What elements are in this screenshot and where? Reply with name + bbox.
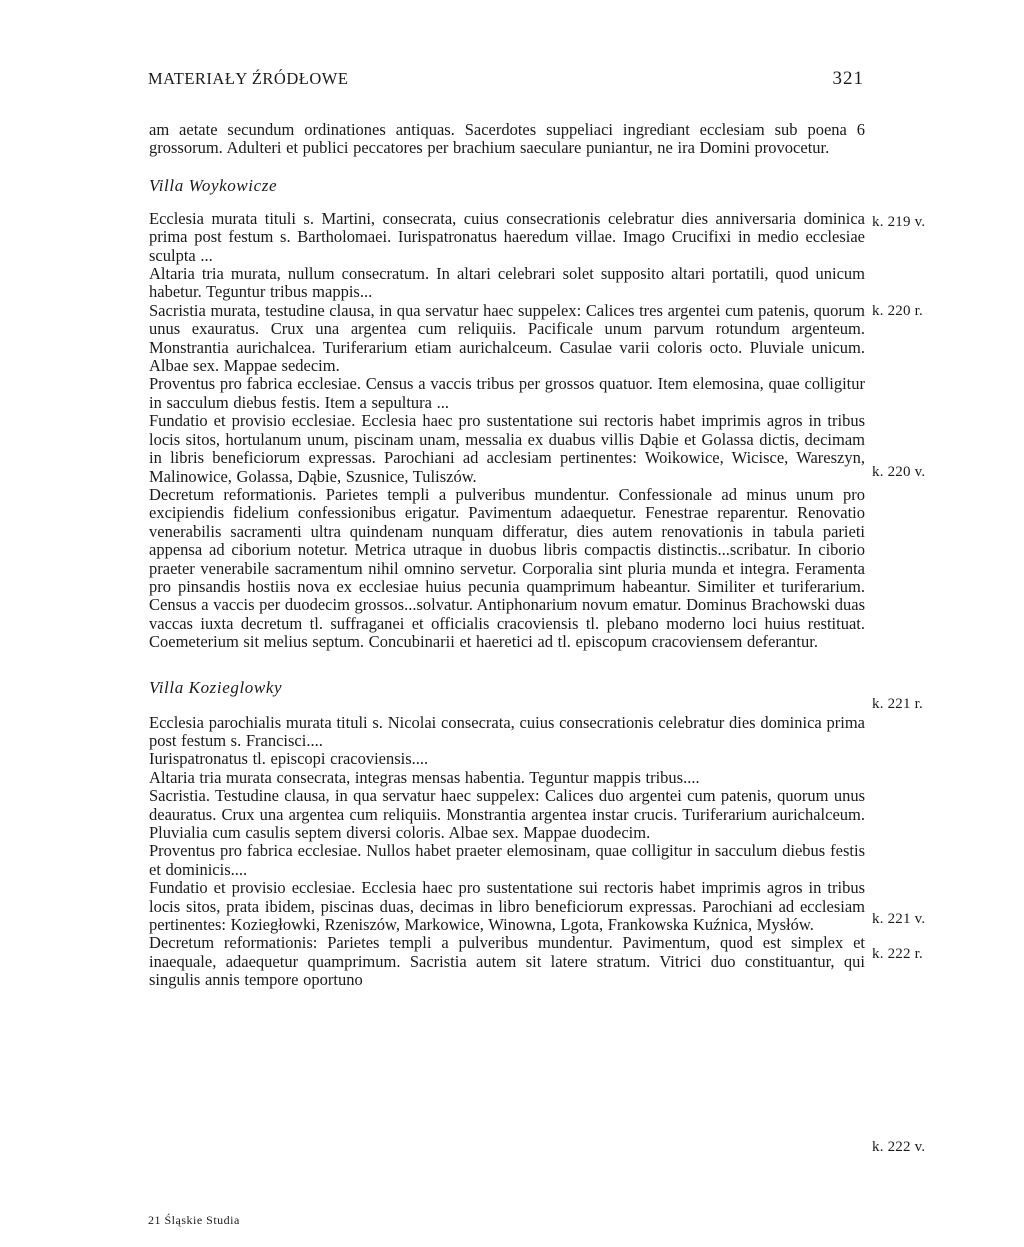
running-header xyxy=(148,68,864,90)
paragraph-proventus: Proventus pro fabrica ecclesiae. Nullos habet praeter elemosinam, quae colligitur in sacculum diebus festis et dominicis.... xyxy=(149,841,865,879)
margin-note-folio: k. 222 v. xyxy=(872,1139,926,1155)
paragraph-iurispatronatus: Iurispatronatus tl. episcopi cracoviensis.... xyxy=(149,749,429,769)
running-title: MATERIAŁY ŹRÓDŁOWE xyxy=(148,69,349,88)
paragraph-decretum: Decretum reformationis. Parietes templi a pulveribus mundentur. Confessionale ad minus unum pro excipiendis fidelium confessionibus erigatur. Pavimentum adaequetur. Fenestrae reparentur. Renovatio venerabilis sacramenti ultra quindenam nunquam differatur, dies autem renovationis in tabula parieti appensa ad ciborium notetur. Metrica utraque in duobus libris compactis distinctis...scribatur. In ciborio praeter venerabile sacramentum nihil omnino servetur. Corporalia sint pluria munda et integra. Feramenta pro pinsandis hostiis nova ex ecclesiae huius pecunia quamprimum habeantur. Similiter et turiferarium. Census a vaccis per duodecim grossos...solvatur. Antiphonarium novum ematur. Dominus Brachowski duas vaccas iuxta decretum tl. suffraganei et officialis cracoviensis tl. plebano moderno loci huius restituat. Coemeterium sit melius septum. Concubinarii et haeretici ad tl. episcopum cracoviensem deferantur. xyxy=(149,484,865,652)
signature-mark: 21 Śląskie Studia xyxy=(148,1213,240,1227)
margin-note-folio: k. 220 r. xyxy=(872,303,923,319)
paragraph-fundatio: Fundatio et provisio ecclesiae. Ecclesia haec pro sustentatione sui rectoris habet imprimis agros in tribus locis sitos, prata ibidem, piscinas duas, decimas in libro beneficiorum expressas. Parochiani ad ecclesiam pertinentes: Koziegłowki, Rzeniszów, Markowice, Winowna, Lgota, Frankowska Kuźnica, Mysłów. xyxy=(149,878,865,935)
paragraph-sacristia: Sacristia murata, testudine clausa, in qua servatur haec suppelex: Calices tres argentei cum patenis, quorum unus exauratus. Crux una argentea cum reliquiis. Pacificale unum parvum rotundum argenteum. Monstrantia aurichalcea. Turiferarium etiam aurichalceum. Casulae varii coloris octo. Pluviale unicum. Albae sex. Mappae sedecim. xyxy=(149,300,865,376)
margin-note-folio: k. 221 r. xyxy=(872,696,923,712)
paragraph-sacristia: Sacristia. Testudine clausa, in qua servatur haec suppelex: Calices duo argentei cum patenis, quorum unus deauratus. Crux una argentea cum reliquiis. Monstrantia argentea instar crucis. Turiferarium aurichalceum. Pluvialia cum casulis septem diversi coloris. Albae sex. Mappae duodecim. xyxy=(149,786,865,842)
page-number: 321 xyxy=(832,68,864,89)
paragraph-decretum: Decretum reformationis: Parietes templi a pulveribus mundentur. Pavimentum, quod est simplex et inaequale, adaequetur quamprimum. Sacristia autem sit latere stratum. Vitrici duo constituantur, qui singulis annis tempore oportuno xyxy=(149,933,865,990)
opening-paragraph: am aetate secundum ordinationes antiquas. Sacerdotes suppeliaci ingrediant ecclesiam sub poena 6 grossorum. Adulteri et publici peccatores per brachium saeculare puniantur, ne ira Domini provocetur. xyxy=(149,120,865,158)
section-heading-kozieglowky: Villa Kozieglowky xyxy=(149,677,283,697)
margin-note-folio: k. 220 v. xyxy=(872,464,926,480)
margin-note-folio: k. 222 r. xyxy=(872,946,923,962)
paragraph-altaria: Altaria tria murata, nullum consecratum. In altari celebrari solet supposito altari portatili, quod unicum habetur. Teguntur tribus mappis... xyxy=(149,264,865,302)
paragraph-altaria: Altaria tria murata consecrata, integras mensas habentia. Teguntur mappis tribus.... xyxy=(149,767,700,787)
page-body xyxy=(149,121,865,990)
margin-note-folio: k. 219 v. xyxy=(872,214,926,230)
paragraph-proventus: Proventus pro fabrica ecclesiae. Census a vaccis tribus per grossos quatuor. Item elemosina, quae colligitur in sacculum diebus festis. Item a sepultura ... xyxy=(149,374,865,412)
paragraph-ecclesia: Ecclesia parochialis murata tituli s. Nicolai consecrata, cuius consecrationis celebratur dies dominica prima post festum s. Francisci.... xyxy=(149,712,865,750)
section-heading-woykowicze: Villa Woykowicze xyxy=(149,175,278,195)
margin-note-folio: k. 221 v. xyxy=(872,911,926,927)
paragraph-fundatio: Fundatio et provisio ecclesiae. Ecclesia haec pro sustentatione sui rectoris habet imprimis agros in tribus locis sitos, hortulanum unum, piscinam unam, messalia ex duabus villis Dąbie et Golassa dictis, decimam in libris beneficiorum expressas. Parochiani ad acclesiam pertinentes: Woikowice, Wicisce, Wareszyn, Malinowice, Golassa, Dąbie, Szusnice, Tuliszów. xyxy=(149,411,865,486)
paragraph-ecclesia: Ecclesia murata tituli s. Martini, consecrata, cuius consecrationis celebratur dies anniversaria dominica prima post festum s. Bartholomaei. Iurispatronatus haeredum villae. Imago Crucifixi in medio ecclesiae sculpta ... xyxy=(149,208,865,265)
